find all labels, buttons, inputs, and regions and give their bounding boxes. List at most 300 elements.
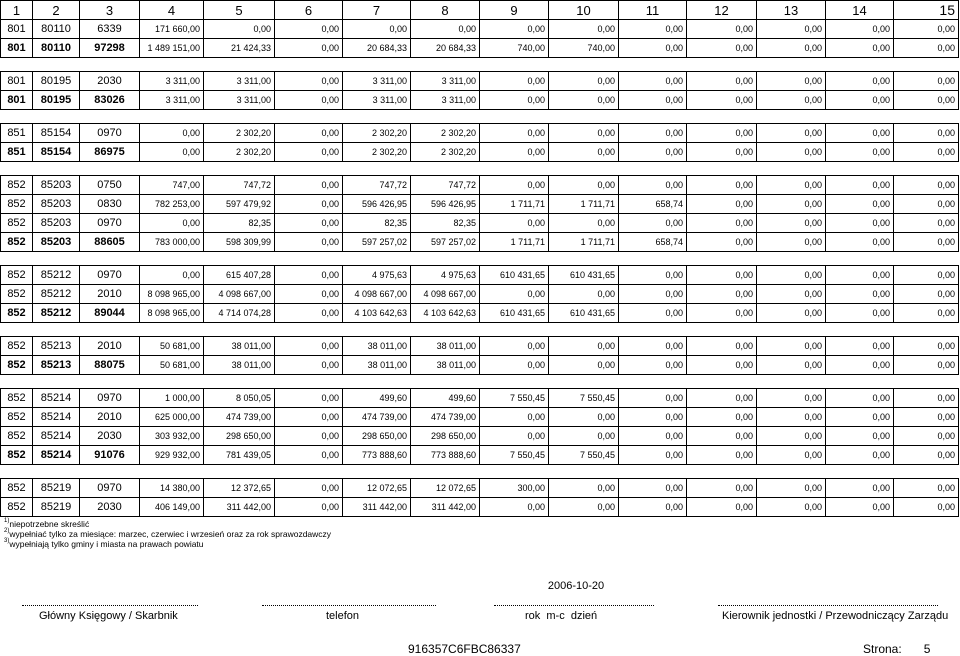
table-row-total	[1, 233, 959, 252]
table-cell: 597 257,02	[343, 233, 411, 252]
table-cell: 0,00	[687, 266, 757, 285]
table-cell: 0,00	[826, 233, 894, 252]
table-cell: 0,00	[687, 427, 757, 446]
table-cell: 852	[1, 285, 33, 304]
group-spacer	[1, 58, 959, 72]
table-cell: 171 660,00	[140, 20, 204, 39]
table-cell: 2030	[80, 72, 140, 91]
table-cell: 4 103 642,63	[411, 304, 480, 323]
table-cell: 0,00	[140, 266, 204, 285]
table-cell: 0,00	[687, 20, 757, 39]
table-cell: 0,00	[549, 408, 619, 427]
table-cell: 0,00	[480, 408, 549, 427]
table-cell: 658,74	[619, 195, 687, 214]
table-cell: 0,00	[687, 176, 757, 195]
table-cell: 4 975,63	[343, 266, 411, 285]
table-cell: 80110	[33, 39, 80, 58]
page-indicator	[863, 642, 930, 656]
table-cell: 0,00	[619, 479, 687, 498]
table-cell: 0,00	[757, 337, 826, 356]
table-cell: 7 550,45	[549, 446, 619, 465]
group-spacer	[1, 465, 959, 479]
table-cell: 0,00	[894, 143, 959, 162]
table-cell: 50 681,00	[140, 356, 204, 375]
table-cell: 0,00	[275, 20, 343, 39]
table-cell: 0,00	[757, 214, 826, 233]
table-cell: 2 302,20	[343, 124, 411, 143]
footnote-2: $^{2)}$wypełniać tylko za miesiące: marzec, czerwiec i wrzesień oraz za rok sprawozdawczy	[4, 528, 332, 539]
table-cell: 2 302,20	[343, 143, 411, 162]
label-phone: telefon	[326, 610, 360, 622]
table-cell: 0,00	[894, 304, 959, 323]
table-cell: 38 011,00	[204, 356, 275, 375]
table-cell: 0,00	[894, 356, 959, 375]
table-cell: 801	[1, 39, 33, 58]
table-cell: 0,00	[757, 446, 826, 465]
table-cell: 85219	[33, 479, 80, 498]
table-cell: 852	[1, 427, 33, 446]
table-cell: 0,00	[480, 214, 549, 233]
table-cell: 852	[1, 266, 33, 285]
table-row	[1, 214, 959, 233]
footnotes	[4, 519, 331, 550]
table-cell: 0,00	[894, 266, 959, 285]
table-cell: 85213	[33, 337, 80, 356]
table-cell: 658,74	[619, 233, 687, 252]
table-cell: 852	[1, 233, 33, 252]
table-cell: 0,00	[826, 195, 894, 214]
table-cell: 88075	[80, 356, 140, 375]
table-cell: 3 311,00	[343, 91, 411, 110]
table-cell: 0,00	[275, 39, 343, 58]
table-row	[1, 408, 959, 427]
table-cell: 852	[1, 498, 33, 517]
table-cell: 0,00	[687, 233, 757, 252]
table-cell: 0,00	[549, 337, 619, 356]
table-cell: 0,00	[757, 389, 826, 408]
table-cell: 597 479,92	[204, 195, 275, 214]
table-cell: 298 650,00	[204, 427, 275, 446]
table-cell: 82,35	[411, 214, 480, 233]
table-cell: 0,00	[687, 39, 757, 58]
column-number: 4	[140, 1, 204, 20]
table-cell: 610 431,65	[549, 304, 619, 323]
table-cell: 0970	[80, 124, 140, 143]
table-cell: 0,00	[757, 91, 826, 110]
table-cell: 0,00	[894, 233, 959, 252]
column-number: 12	[687, 1, 757, 20]
table-cell: 0,00	[275, 498, 343, 517]
table-cell: 0,00	[619, 337, 687, 356]
table-cell: 50 681,00	[140, 337, 204, 356]
table-cell: 0,00	[826, 143, 894, 162]
table-cell: 20 684,33	[343, 39, 411, 58]
table-cell: 596 426,95	[411, 195, 480, 214]
table-cell: 0,00	[204, 20, 275, 39]
table-cell: 85203	[33, 195, 80, 214]
table-cell: 12 072,65	[343, 479, 411, 498]
table-row	[1, 176, 959, 195]
table-cell: 3 311,00	[343, 72, 411, 91]
signature-line-date	[494, 605, 654, 606]
table-cell: 80110	[33, 20, 80, 39]
table-cell: 0,00	[757, 408, 826, 427]
table-cell: 0,00	[826, 176, 894, 195]
table-cell: 0,00	[619, 304, 687, 323]
table-cell: 0,00	[619, 498, 687, 517]
table-cell: 1 711,71	[480, 195, 549, 214]
signature-line-phone	[262, 605, 436, 606]
signature-line-head	[718, 605, 938, 606]
table-row	[1, 337, 959, 356]
table-cell: 0,00	[480, 124, 549, 143]
table-cell: 801	[1, 91, 33, 110]
table-cell: 0,00	[480, 143, 549, 162]
table-cell: 80195	[33, 72, 80, 91]
table-cell: 0,00	[343, 20, 411, 39]
table-cell: 0,00	[619, 72, 687, 91]
table-cell: 300,00	[480, 479, 549, 498]
table-cell: 0,00	[275, 479, 343, 498]
group-spacer	[1, 323, 959, 337]
table-cell: 0,00	[687, 446, 757, 465]
table-cell: 0,00	[687, 356, 757, 375]
column-number: 15	[894, 1, 959, 20]
table-cell: 851	[1, 124, 33, 143]
table-cell: 0,00	[894, 214, 959, 233]
table-cell: 0,00	[894, 20, 959, 39]
table-cell: 4 098 667,00	[343, 285, 411, 304]
table-cell: 85203	[33, 176, 80, 195]
column-number: 2	[33, 1, 80, 20]
table-cell: 85154	[33, 143, 80, 162]
table-cell: 0,00	[275, 124, 343, 143]
footnote-1: $^{1)}$niepotrzebne skreślić	[4, 518, 90, 529]
table-cell: 0,00	[826, 124, 894, 143]
table-cell: 499,60	[343, 389, 411, 408]
table-cell: 0,00	[826, 408, 894, 427]
table-cell: 0,00	[549, 20, 619, 39]
table-cell: 38 011,00	[411, 356, 480, 375]
table-cell: 1 711,71	[480, 233, 549, 252]
table-cell: 2 302,20	[204, 124, 275, 143]
column-number: 3	[80, 1, 140, 20]
table-cell: 0,00	[275, 408, 343, 427]
table-cell: 851	[1, 143, 33, 162]
column-number: 5	[204, 1, 275, 20]
table-cell: 773 888,60	[343, 446, 411, 465]
table-cell: 0,00	[826, 427, 894, 446]
table-cell: 0,00	[826, 266, 894, 285]
table-cell: 0,00	[894, 389, 959, 408]
table-cell: 3 311,00	[411, 72, 480, 91]
table-cell: 8 098 965,00	[140, 304, 204, 323]
table-cell: 85212	[33, 266, 80, 285]
document-code: 916357C6FBC86337	[408, 642, 521, 656]
table-cell: 0,00	[619, 266, 687, 285]
group-spacer	[1, 110, 959, 124]
table-cell: 0,00	[687, 337, 757, 356]
table-cell: 2 302,20	[411, 124, 480, 143]
table-cell: 85214	[33, 446, 80, 465]
table-cell: 2030	[80, 498, 140, 517]
table-cell: 89044	[80, 304, 140, 323]
table-cell: 0,00	[619, 427, 687, 446]
table-cell: 91076	[80, 446, 140, 465]
table-cell: 82,35	[343, 214, 411, 233]
table-cell: 0,00	[687, 408, 757, 427]
table-cell: 0,00	[480, 285, 549, 304]
column-number: 14	[826, 1, 894, 20]
signature-line-accountant	[22, 605, 198, 606]
table-cell: 311 442,00	[343, 498, 411, 517]
table-cell: 0970	[80, 479, 140, 498]
table-cell: 610 431,65	[480, 266, 549, 285]
group-spacer	[1, 162, 959, 176]
table-cell: 20 684,33	[411, 39, 480, 58]
column-number: 7	[343, 1, 411, 20]
table-cell: 0,00	[275, 266, 343, 285]
label-unit-head: Kierownik jednostki / Przewodniczący Zarządu	[722, 610, 949, 622]
table-cell: 311 442,00	[411, 498, 480, 517]
table-cell: 14 380,00	[140, 479, 204, 498]
table-cell: 0830	[80, 195, 140, 214]
table-cell: 0,00	[549, 479, 619, 498]
table-cell: 0,00	[549, 285, 619, 304]
table-cell: 97298	[80, 39, 140, 58]
table-row-total	[1, 356, 959, 375]
table-cell: 0,00	[757, 20, 826, 39]
table-cell: 3 311,00	[411, 91, 480, 110]
table-cell: 0,00	[549, 91, 619, 110]
table-cell: 0,00	[894, 124, 959, 143]
table-cell: 0,00	[687, 124, 757, 143]
table-cell: 0,00	[894, 408, 959, 427]
table-cell: 85219	[33, 498, 80, 517]
table-cell: 0,00	[826, 356, 894, 375]
table-cell: 0,00	[275, 337, 343, 356]
table-cell: 0,00	[894, 72, 959, 91]
table-cell: 747,72	[411, 176, 480, 195]
table-cell: 2010	[80, 337, 140, 356]
table-row	[1, 195, 959, 214]
table-cell: 0,00	[480, 356, 549, 375]
table-cell: 0,00	[687, 498, 757, 517]
table-row-total	[1, 304, 959, 323]
table-cell: 298 650,00	[411, 427, 480, 446]
table-cell: 852	[1, 479, 33, 498]
table-cell: 747,00	[140, 176, 204, 195]
table-cell: 2030	[80, 427, 140, 446]
table-cell: 0,00	[757, 195, 826, 214]
table-cell: 85203	[33, 214, 80, 233]
table-cell: 773 888,60	[411, 446, 480, 465]
table-cell: 852	[1, 176, 33, 195]
label-date-parts: rok m-c dzień	[525, 610, 598, 622]
table-cell: 0,00	[826, 214, 894, 233]
table-cell: 0,00	[894, 39, 959, 58]
table-cell: 0,00	[619, 124, 687, 143]
table-cell: 82,35	[204, 214, 275, 233]
table-cell: 0,00	[619, 446, 687, 465]
label-chief-accountant: Główny Księgowy / Skarbnik	[39, 610, 178, 622]
table-cell: 852	[1, 356, 33, 375]
table-cell: 747,72	[343, 176, 411, 195]
table-cell: 0,00	[275, 285, 343, 304]
column-number: 6	[275, 1, 343, 20]
table-cell: 0,00	[687, 143, 757, 162]
table-cell: 852	[1, 214, 33, 233]
table-cell: 0,00	[140, 214, 204, 233]
table-cell: 0,00	[757, 356, 826, 375]
footnote-3: $^{3)}$wypełniają tylko gminy i miasta na prawach powiatu	[4, 538, 204, 549]
table-cell: 0,00	[687, 389, 757, 408]
table-cell: 0,00	[549, 498, 619, 517]
table-cell: 0,00	[757, 427, 826, 446]
table-cell: 0,00	[275, 214, 343, 233]
table-cell: 12 372,65	[204, 479, 275, 498]
table-cell: 0,00	[757, 233, 826, 252]
table-cell: 0,00	[826, 389, 894, 408]
table-cell: 8 050,05	[204, 389, 275, 408]
table-cell: 0,00	[411, 20, 480, 39]
table-cell: 0,00	[826, 446, 894, 465]
table-cell: 12 072,65	[411, 479, 480, 498]
table-cell: 0,00	[549, 124, 619, 143]
table-cell: 0,00	[894, 446, 959, 465]
column-number: 13	[757, 1, 826, 20]
table-cell: 740,00	[480, 39, 549, 58]
table-cell: 0,00	[826, 498, 894, 517]
table-cell: 0,00	[275, 427, 343, 446]
table-cell: 85203	[33, 233, 80, 252]
table-cell: 0,00	[140, 124, 204, 143]
table-cell: 852	[1, 408, 33, 427]
table-cell: 0,00	[894, 498, 959, 517]
table-cell: 2010	[80, 285, 140, 304]
page-label: Strona:	[863, 642, 902, 656]
table-cell: 1 489 151,00	[140, 39, 204, 58]
table-cell: 1 711,71	[549, 195, 619, 214]
table-cell: 2 302,20	[204, 143, 275, 162]
table-cell: 38 011,00	[204, 337, 275, 356]
table-cell: 0,00	[275, 72, 343, 91]
table-cell: 0,00	[619, 91, 687, 110]
table-cell: 0,00	[619, 143, 687, 162]
table-cell: 85154	[33, 124, 80, 143]
table-cell: 0,00	[619, 389, 687, 408]
table-cell: 0,00	[757, 39, 826, 58]
table-cell: 298 650,00	[343, 427, 411, 446]
table-cell: 625 000,00	[140, 408, 204, 427]
table-cell: 0,00	[757, 176, 826, 195]
table-cell: 0,00	[894, 427, 959, 446]
table-cell: 0,00	[826, 39, 894, 58]
table-cell: 85212	[33, 304, 80, 323]
table-row	[1, 389, 959, 408]
table-cell: 0,00	[275, 356, 343, 375]
table-cell: 0,00	[480, 20, 549, 39]
table-cell: 0,00	[757, 266, 826, 285]
table-cell: 474 739,00	[204, 408, 275, 427]
table-cell: 0,00	[894, 479, 959, 498]
table-cell: 0,00	[480, 91, 549, 110]
table-cell: 782 253,00	[140, 195, 204, 214]
table-cell: 610 431,65	[549, 266, 619, 285]
table-cell: 0,00	[757, 143, 826, 162]
group-spacer	[1, 252, 959, 266]
table-cell: 0,00	[687, 91, 757, 110]
table-cell: 0,00	[894, 337, 959, 356]
table-cell: 0,00	[687, 214, 757, 233]
table-cell: 7 550,45	[480, 446, 549, 465]
table-row-total	[1, 91, 959, 110]
table-cell: 0,00	[687, 285, 757, 304]
table-cell: 852	[1, 389, 33, 408]
table-row	[1, 427, 959, 446]
table-cell: 0,00	[687, 72, 757, 91]
table-cell: 0,00	[275, 446, 343, 465]
header-row	[1, 1, 959, 20]
table-cell: 610 431,65	[480, 304, 549, 323]
table-cell: 0,00	[687, 479, 757, 498]
column-number: 8	[411, 1, 480, 20]
table-cell: 2 302,20	[411, 143, 480, 162]
table-cell: 3 311,00	[204, 72, 275, 91]
column-number: 10	[549, 1, 619, 20]
table-cell: 0,00	[619, 176, 687, 195]
table-cell: 0,00	[826, 72, 894, 91]
table-cell: 852	[1, 337, 33, 356]
table-cell: 474 739,00	[343, 408, 411, 427]
table-cell: 596 426,95	[343, 195, 411, 214]
table-cell: 852	[1, 195, 33, 214]
table-cell: 88605	[80, 233, 140, 252]
table-cell: 83026	[80, 91, 140, 110]
table-cell: 0,00	[275, 143, 343, 162]
table-cell: 0,00	[894, 176, 959, 195]
table-cell: 0,00	[480, 337, 549, 356]
table-cell: 0,00	[619, 20, 687, 39]
table-cell: 4 714 074,28	[204, 304, 275, 323]
table-cell: 0,00	[826, 20, 894, 39]
table-cell: 0,00	[826, 91, 894, 110]
table-cell: 781 439,05	[204, 446, 275, 465]
table-cell: 0,00	[757, 124, 826, 143]
group-spacer	[1, 375, 959, 389]
table-cell: 3 311,00	[140, 91, 204, 110]
column-number: 1	[1, 1, 33, 20]
table-cell: 0,00	[687, 304, 757, 323]
table-cell: 929 932,00	[140, 446, 204, 465]
table-cell: 85213	[33, 356, 80, 375]
table-cell: 0,00	[549, 214, 619, 233]
table-cell: 4 975,63	[411, 266, 480, 285]
table-row	[1, 285, 959, 304]
table-cell: 1 000,00	[140, 389, 204, 408]
table-cell: 0,00	[275, 389, 343, 408]
table-cell: 0,00	[894, 285, 959, 304]
table-cell: 0,00	[275, 195, 343, 214]
table-cell: 0,00	[826, 285, 894, 304]
table-cell: 311 442,00	[204, 498, 275, 517]
table-cell: 801	[1, 72, 33, 91]
table-cell: 747,72	[204, 176, 275, 195]
table-cell: 0970	[80, 266, 140, 285]
table-cell: 85214	[33, 389, 80, 408]
table-cell: 0,00	[619, 408, 687, 427]
table-cell: 8 098 965,00	[140, 285, 204, 304]
